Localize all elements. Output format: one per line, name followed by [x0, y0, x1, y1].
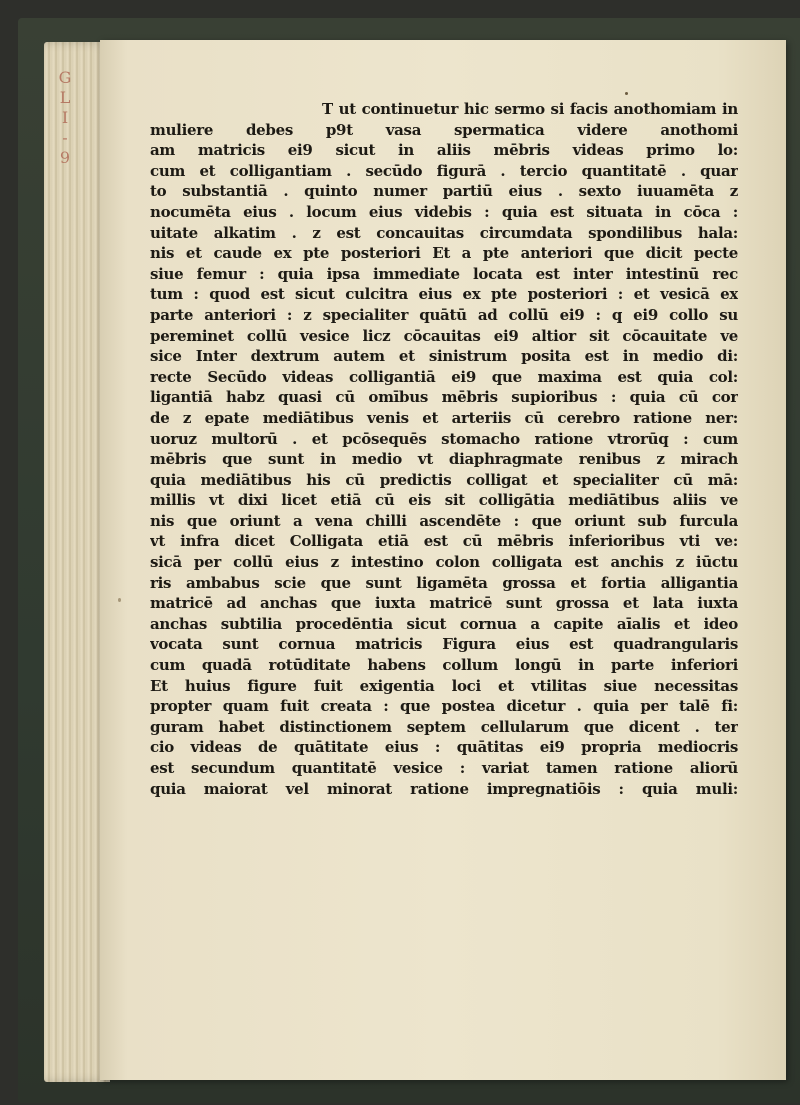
text-line: cio videas de quātitate eius : quātitas ei9 propria mediocris [150, 738, 738, 757]
text-line: uoruz multorū . et pcōsequēs stomacho ratione vtrorūq : cum [150, 429, 738, 448]
text-line: tum : quod est sicut culcitra eius ex pte posteriori : et vesicā ex [150, 285, 738, 304]
text-line: muliere debes p9t vasa spermatica videre anothomi [150, 120, 738, 139]
text-line: est secundum quantitatē vesice : variat tamen ratione aliorū [150, 759, 738, 777]
text-line: vocata sunt cornua matricis Figura eius est quadrangularis [150, 635, 738, 654]
text-line: T ut continuetur hic sermo si facis anothomiam in [322, 100, 738, 118]
text-line: parte anteriori : z specialiter quātū ad collū ei9 : q ei9 collo su [150, 305, 738, 324]
text-line: de z epate mediātibus venis et arteriis cū cerebro ratione ner: [150, 408, 738, 427]
text-line: millis vt dixi licet etiā cū eis sit colligātia mediātibus aliis ve [150, 491, 738, 510]
text-line: mēbris que sunt in medio vt diaphragmate renibus z mirach [150, 450, 738, 469]
text-line: anchas subtilia procedēntia sicut cornua a capite aīalis et ideo [150, 614, 738, 633]
incunable-text-block [150, 99, 738, 799]
text-line: propter quam fuit creata : que postea dicetur . quia per talē fi: [150, 697, 738, 716]
text-line: cum quadā rotūditate habens collum longū in parte inferiori [150, 656, 738, 675]
text-line: cum et colligantiam . secūdo figurā . tercio quantitatē . quar [150, 161, 738, 180]
text-line: pereminet collū vesice licz cōcauitas ei9 altior sit cōcauitate ve [150, 326, 738, 345]
text-line: guram habet distinctionem septem cellularum que dicent . ter [150, 717, 738, 736]
text-line: siue femur : quia ipsa immediate locata est inter intestinū rec [150, 264, 738, 283]
text-line: ligantiā habz quasi cū omībus mēbris supioribus : quia cū cor [150, 388, 738, 407]
text-line: quia mediātibus his cū predictis colligat et specialiter cū mā: [150, 470, 738, 489]
text-line: Et huius figure fuit exigentia loci et vtilitas siue necessitas [150, 676, 738, 695]
text-line: nis que oriunt a vena chilli ascendēte : que oriunt sub furcula [150, 511, 738, 530]
foxing-spot [625, 92, 628, 95]
text-line: nocumēta eius . locum eius videbis : quia est situata in cōca : [150, 202, 738, 221]
text-line: matricē ad anchas que iuxta matricē sunt grossa et lata iuxta [150, 594, 738, 613]
text-line: nis et caude ex pte posteriori Et a pte anteriori que dicit pecte [150, 244, 738, 263]
text-line: quia maiorat vel minorat ratione impregnatiōis : quia muli: [150, 779, 738, 798]
text-line: sice Inter dextrum autem et sinistrum posita est in medio di: [150, 347, 738, 366]
text-line: vt infra dicet Colligata etiā est cū mēbris inferioribus vti ve: [150, 532, 738, 551]
text-line: sicā per collū eius z intestino colon colligata est anchis z iūctu [150, 553, 738, 572]
foxing-spot [118, 598, 121, 602]
text-line: recte Secūdo videas colligantiā ei9 que maxima est quia col: [150, 367, 738, 386]
text-line: to substantiā . quinto numer partiū eius . sexto iuuamēta z [150, 182, 738, 201]
margin-annotation: G L I - 9 [58, 68, 72, 167]
text-line: ris ambabus scie que sunt ligamēta grossa et fortia alligantia [150, 573, 738, 592]
text-line: am matricis ei9 sicut in aliis mēbris videas primo lo: [150, 141, 738, 160]
text-line: uitate alkatim . z est concauitas circumdata spondilibus hala: [150, 223, 738, 242]
